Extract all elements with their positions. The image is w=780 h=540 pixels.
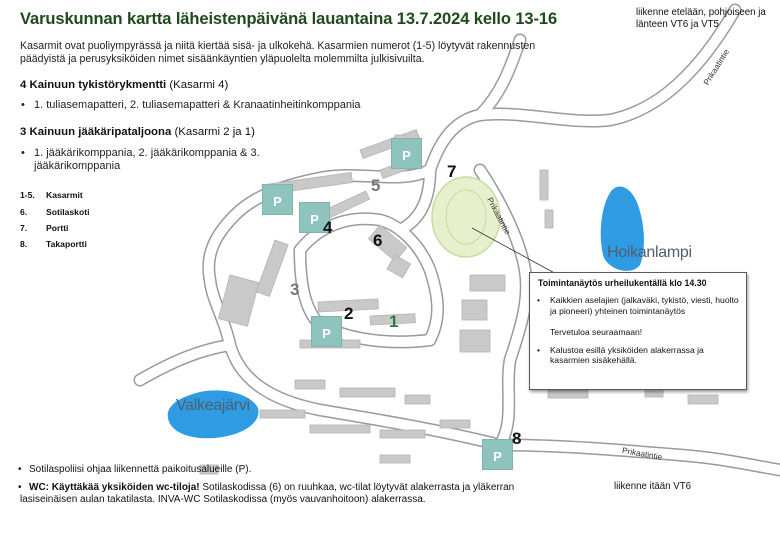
lake-label-valkeajarvi: Valkeajärvi <box>176 397 250 414</box>
legend-key: 7. <box>20 223 28 233</box>
barracks-number-4: 4 <box>323 218 333 237</box>
unit-3-subunits: 1. jääkärikomppania, 2. jääkärikomppania & 3. jääkärikomppania <box>34 147 260 172</box>
legend-row <box>20 239 87 249</box>
legend-label: Sotilaskoti <box>46 207 90 217</box>
demonstration-info-box <box>529 272 747 390</box>
unit-4-bullet <box>21 99 534 112</box>
intro-text: Kasarmit ovat puoliympyrässä ja niitä kiertää sisä- ja ulkokehä. Kasarmien numerot (1-5) löytyvät rakennusten päädyistä ja perusyksiköiden nimet sisäänkäyntien yläpuolelta molemmilta julkisivuilta. <box>20 40 536 65</box>
footer-parking-text: Sotilaspoliisi ohjaa liikennettä paikoitusalueille (P). <box>29 464 252 475</box>
bullet-dot: • <box>537 295 541 305</box>
legend-label: Takaportti <box>46 239 87 249</box>
traffic-note-east: liikenne itään VT6 <box>614 481 692 492</box>
footer-note-parking <box>20 464 540 476</box>
unit-3-heading <box>20 126 255 138</box>
unit-3-name: 3 Kainuun jääkäripataljoona <box>20 126 172 138</box>
legend-key: 6. <box>20 207 28 217</box>
gate-number-7: 7 <box>447 162 457 181</box>
traffic-note-north: liikenne etelään, pohjoiseen ja länteen VT6 ja VT5 <box>636 7 766 30</box>
legend-row <box>20 190 83 200</box>
info-box-item <box>537 295 740 316</box>
barracks-number-5: 5 <box>371 176 381 195</box>
legend-key: 1-5. <box>20 190 35 200</box>
parking-marker: P <box>299 202 330 233</box>
footer-wc-text: Sotilaskodissa (6) on ruuhkaa, wc-tilat löytyvät alakerrasta ja yläkerran lasiseinäisen aulan takatilasta. INVA-WC Sotilaskodissa (myös vauvanhoitoon) alakerrassa. <box>20 482 515 505</box>
bullet-dot: • <box>21 99 25 111</box>
parking-marker: P <box>311 316 342 347</box>
bullet-dot: • <box>18 464 22 475</box>
legend-key: 8. <box>20 239 28 249</box>
legend-row <box>20 223 68 233</box>
legend-row <box>20 207 89 217</box>
road-label-south: Prikaatintie <box>621 446 663 462</box>
info-box-item <box>550 327 740 338</box>
back-gate-number-8: 8 <box>512 429 522 448</box>
barracks-number-1: 1 <box>389 312 399 331</box>
unit-4-barracks: (Kasarmi 4) <box>169 79 229 91</box>
info-box-title: Toimintanäytös urheilukentällä klo 14.30 <box>538 278 707 288</box>
footer-note-wc <box>20 482 540 506</box>
info-box-item-text: Kaikkien aselajien (jalkaväki, tykistö, viesti, huolto ja pioneeri) yhteinen toimintanäytös <box>550 295 739 316</box>
info-box-list <box>537 295 740 366</box>
road-label-north: Prikaatintie <box>702 47 732 87</box>
sports-field <box>432 177 500 257</box>
barracks-number-2: 2 <box>344 304 354 323</box>
info-box-welcome: Tervetuloa seuraamaan! <box>550 327 643 338</box>
lake-label-hoikanlampi: Hoikanlampi <box>607 244 692 261</box>
unit-4-heading <box>20 79 228 91</box>
parking-marker: P <box>482 439 513 470</box>
barracks-number-3: 3 <box>290 280 300 299</box>
footer-wc-heading: WC: Käyttäkää yksiköiden wc-tiloja! <box>29 482 200 493</box>
road-label-middle: Prikaatintie <box>485 196 513 236</box>
bullet-dot: • <box>537 344 541 355</box>
info-box-item <box>537 344 740 366</box>
unit-4-subunits: 1. tuliasemapatteri, 2. tuliasemapatteri & Kranaatinheitinkomppania <box>34 99 361 111</box>
legend-label: Kasarmit <box>46 190 83 200</box>
sotilaskoti-number-6: 6 <box>373 231 383 250</box>
unit-3-barracks: (Kasarmi 2 ja 1) <box>174 126 255 138</box>
unit-4-name: 4 Kainuun tykistörykmentti <box>20 79 167 91</box>
unit-3-bullet <box>21 147 286 172</box>
info-box-item-text: Kalustoa esillä yksiköiden alakerrassa ja kasarmien sisäkehällä. <box>550 344 704 366</box>
legend-label: Portti <box>46 223 69 233</box>
page-title: Varuskunnan kartta läheistenpäivänä lauantaina 13.7.2024 kello 13-16 <box>20 10 558 28</box>
parking-marker: P <box>262 184 293 215</box>
parking-marker: P <box>391 138 422 169</box>
bullet-dot: • <box>18 482 22 493</box>
bullet-dot: • <box>21 147 25 159</box>
